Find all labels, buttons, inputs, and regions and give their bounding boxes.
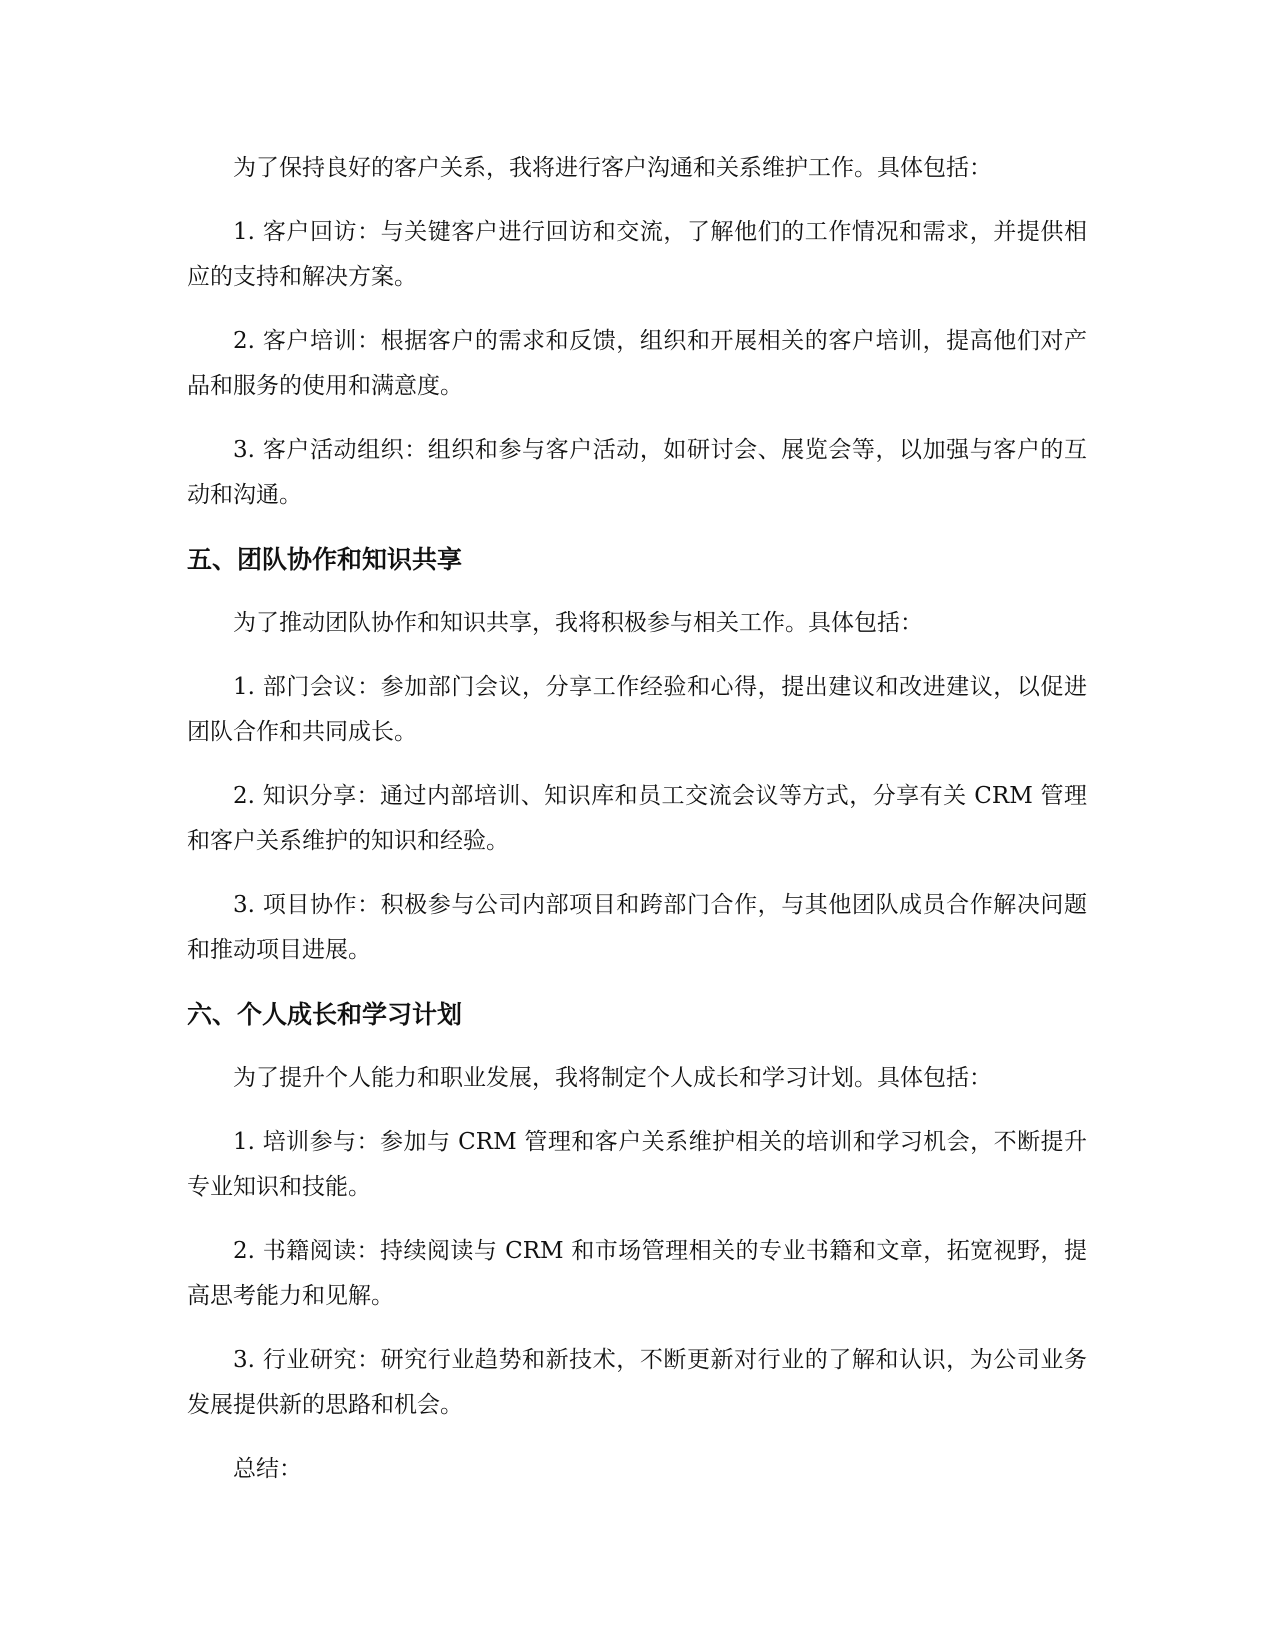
paragraph-intro-personal-growth: 为了提升个人能力和职业发展，我将制定个人成长和学习计划。具体包括： [233, 1065, 992, 1091]
paragraph-knowledge-sharing: 2. 知识分享：通过内部培训、知识库和员工交流会议等方式，分享有关 CRM 管理和客户关系维护的知识和经验。 [187, 783, 1087, 854]
section-heading-teamwork: 五、团队协作和知识共享 [187, 545, 463, 574]
paragraph-project-collaboration: 3. 项目协作：积极参与公司内部项目和跨部门合作，与其他团队成员合作解决问题和推动项目进展。 [187, 892, 1087, 963]
paragraph-book-reading: 2. 书籍阅读：持续阅读与 CRM 和市场管理相关的专业书籍和文章，拓宽视野，提高思考能力和见解。 [187, 1238, 1087, 1309]
paragraph-intro-customer-relations: 为了保持良好的客户关系，我将进行客户沟通和关系维护工作。具体包括： [233, 155, 992, 181]
paragraph-department-meetings: 1. 部门会议：参加部门会议，分享工作经验和心得，提出建议和改进建议，以促进团队合作和共同成长。 [187, 674, 1087, 745]
paragraph-training-participation: 1. 培训参与：参加与 CRM 管理和客户关系维护相关的培训和学习机会，不断提升专业知识和技能。 [187, 1129, 1087, 1200]
paragraph-industry-research: 3. 行业研究：研究行业趋势和新技术，不断更新对行业的了解和认识，为公司业务发展提供新的思路和机会。 [187, 1347, 1087, 1418]
paragraph-customer-events: 3. 客户活动组织：组织和参与客户活动，如研讨会、展览会等，以加强与客户的互动和沟通。 [187, 437, 1087, 508]
section-heading-personal-growth: 六、个人成长和学习计划 [187, 1000, 463, 1029]
paragraph-customer-training: 2. 客户培训：根据客户的需求和反馈，组织和开展相关的客户培训，提高他们对产品和服务的使用和满意度。 [187, 328, 1087, 399]
paragraph-intro-teamwork: 为了推动团队协作和知识共享，我将积极参与相关工作。具体包括： [233, 610, 923, 636]
document-body [187, 146, 1087, 1511]
paragraph-customer-visits: 1. 客户回访：与关键客户进行回访和交流，了解他们的工作情况和需求，并提供相应的支持和解决方案。 [187, 219, 1087, 290]
paragraph-summary-label: 总结： [233, 1456, 302, 1482]
